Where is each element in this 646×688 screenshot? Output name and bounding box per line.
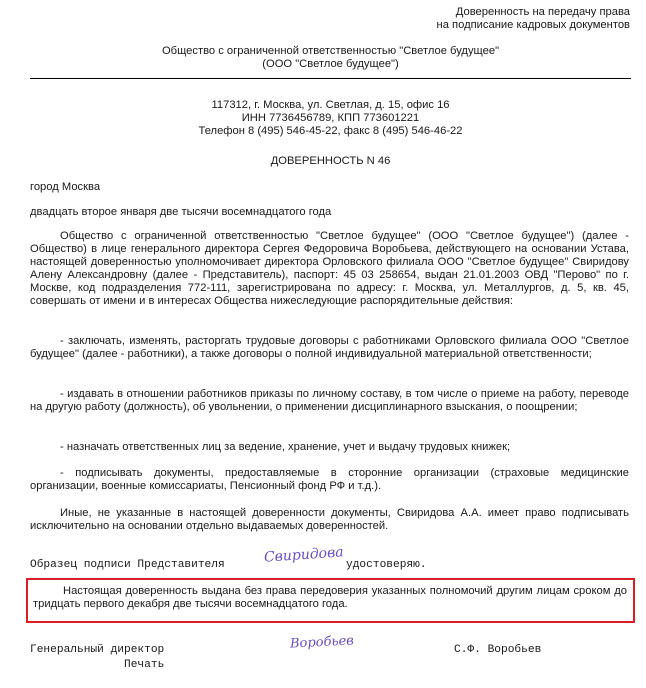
organization-block (30, 45, 631, 71)
seal-label: Печать (124, 659, 165, 671)
organization-inn-kpp: ИНН 7736456789, КПП 773601221 (241, 112, 420, 124)
city: город Москва (30, 181, 101, 193)
authority-item-contracts: - заключать, изменять, расторгать трудовые договоры с работниками Орловского филиала ООО "Светлое будущее" (далее - работники), а также договоры о полной индивидуальной материальной ответственности; (30, 335, 629, 360)
purpose-note-line-1: Доверенность на передачу права (455, 6, 630, 18)
authority-item-workbooks: - назначать ответственных лиц за ведение, хранение, учет и выдачу трудовых книжек; (60, 441, 511, 453)
authority-item-documents: - подписывать документы, предоставляемые в сторонние организации (страховые медицинские организации, военные комиссариаты, Пенсионный фонд РФ и т.д.). (30, 467, 629, 492)
director-name: С.Ф. Воробьев (454, 644, 542, 656)
director-signature: Воробьев (289, 633, 355, 652)
other-documents-paragraph: Иные, не указанные в настоящей доверенности документы, Свиридова А.А. имеет право подписывать исключительно на основании отдельно выдаваемых доверенностей. (30, 507, 629, 532)
no-delegation-clause: Настоящая доверенность выдана без права передоверия указанных полномочий другим лицам сроком до тридцать первого декабря две тысячи восемнадцатого года. (33, 585, 627, 610)
authority-item-orders: - издавать в отношении работников приказы по личному составу, в том числе о приеме на работу, переводе на другую работу (должность), об увольнении, о применении дисциплинарного взыскания, о поощрении; (30, 388, 629, 413)
document-title: ДОВЕРЕННОСТЬ N 46 (270, 155, 391, 167)
requisites-block (30, 99, 631, 138)
representative-signature: Свиридова (263, 544, 345, 566)
specimen-signature-label: Образец подписи Представителя (30, 559, 225, 571)
organization-short-name: (ООО "Светлое будущее") (262, 58, 399, 70)
organization-address: 117312, г. Москва, ул. Светлая, д. 15, офис 16 (211, 99, 450, 111)
organization-full-name: Общество с ограниченной ответственностью "Светлое будущее" (161, 45, 500, 57)
header-divider (30, 78, 631, 79)
document-date: двадцать второе января две тысячи восемнадцатого года (30, 206, 332, 218)
specimen-certify-text: удостоверяю. (346, 559, 427, 571)
purpose-note-line-2: на подписание кадровых документов (436, 19, 630, 31)
document-purpose-note (300, 6, 630, 32)
director-position: Генеральный директор (30, 644, 165, 656)
authority-intro-paragraph: Общество с ограниченной ответственностью "Светлое будущее" (ООО "Светлое будущее") (далее - Общество) в лице генерального директора Сергея Федоровича Воробьева, действующего на основании Устава, настоящей доверенностью уполномочивает директора Орловского филиала ООО "Светлое будущее" Свиридову Алену Александровну (далее - Представитель), паспорт: 45 03 258654, выдан 21.01.2003 ОВД "Перово" по г. Москве, код подразделения 772-111, зарегистрирована по адресу: г. Москва, ул. Металлургов, д. 5, кв. 45, совершать от имени и в интересах Общества нижеследующие распорядительные действия: (30, 230, 629, 307)
organization-phones: Телефон 8 (495) 546-45-22, факс 8 (495) 546-46-22 (198, 125, 463, 137)
